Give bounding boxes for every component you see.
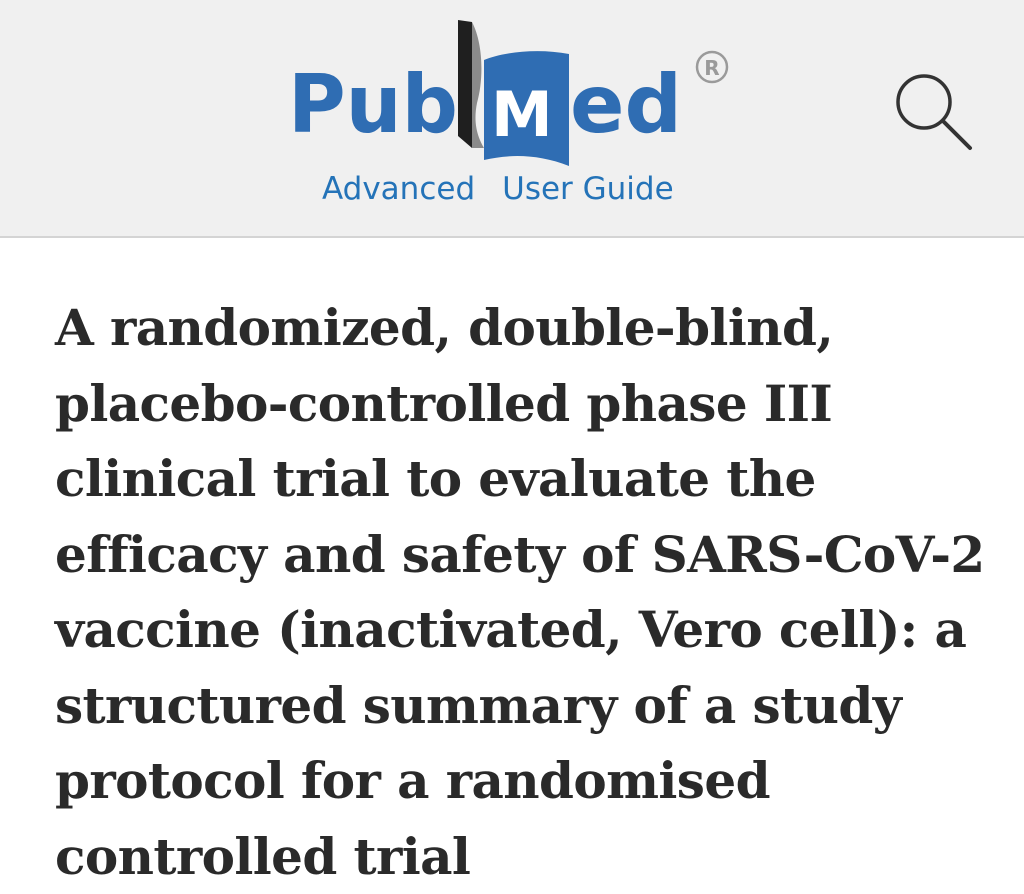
registered-mark-letter: R bbox=[704, 56, 720, 80]
logo-text-ed: ed bbox=[570, 58, 682, 151]
book-left-page-icon bbox=[458, 20, 472, 148]
logo-text-m: M bbox=[491, 78, 553, 151]
pubmed-logo[interactable] bbox=[288, 18, 738, 168]
search-button[interactable] bbox=[888, 66, 976, 154]
search-icon bbox=[888, 66, 976, 154]
header-links bbox=[322, 164, 674, 214]
book-curl-icon bbox=[472, 22, 484, 148]
advanced-search-link[interactable]: Advanced bbox=[322, 171, 476, 207]
logo-text-pub: Pub bbox=[288, 58, 458, 151]
user-guide-link[interactable]: User Guide bbox=[502, 171, 674, 207]
app-header bbox=[0, 0, 1024, 238]
article-title: A randomized, double-blind, placebo-controlled phase III clinical trial to evaluate the efficacy and safety of SARS-CoV-2 vaccine (inactivated, Vero cell): a structured summary of a study protocol for a randomised controlled trial bbox=[55, 298, 985, 886]
pubmed-logo-graphic bbox=[288, 18, 738, 168]
